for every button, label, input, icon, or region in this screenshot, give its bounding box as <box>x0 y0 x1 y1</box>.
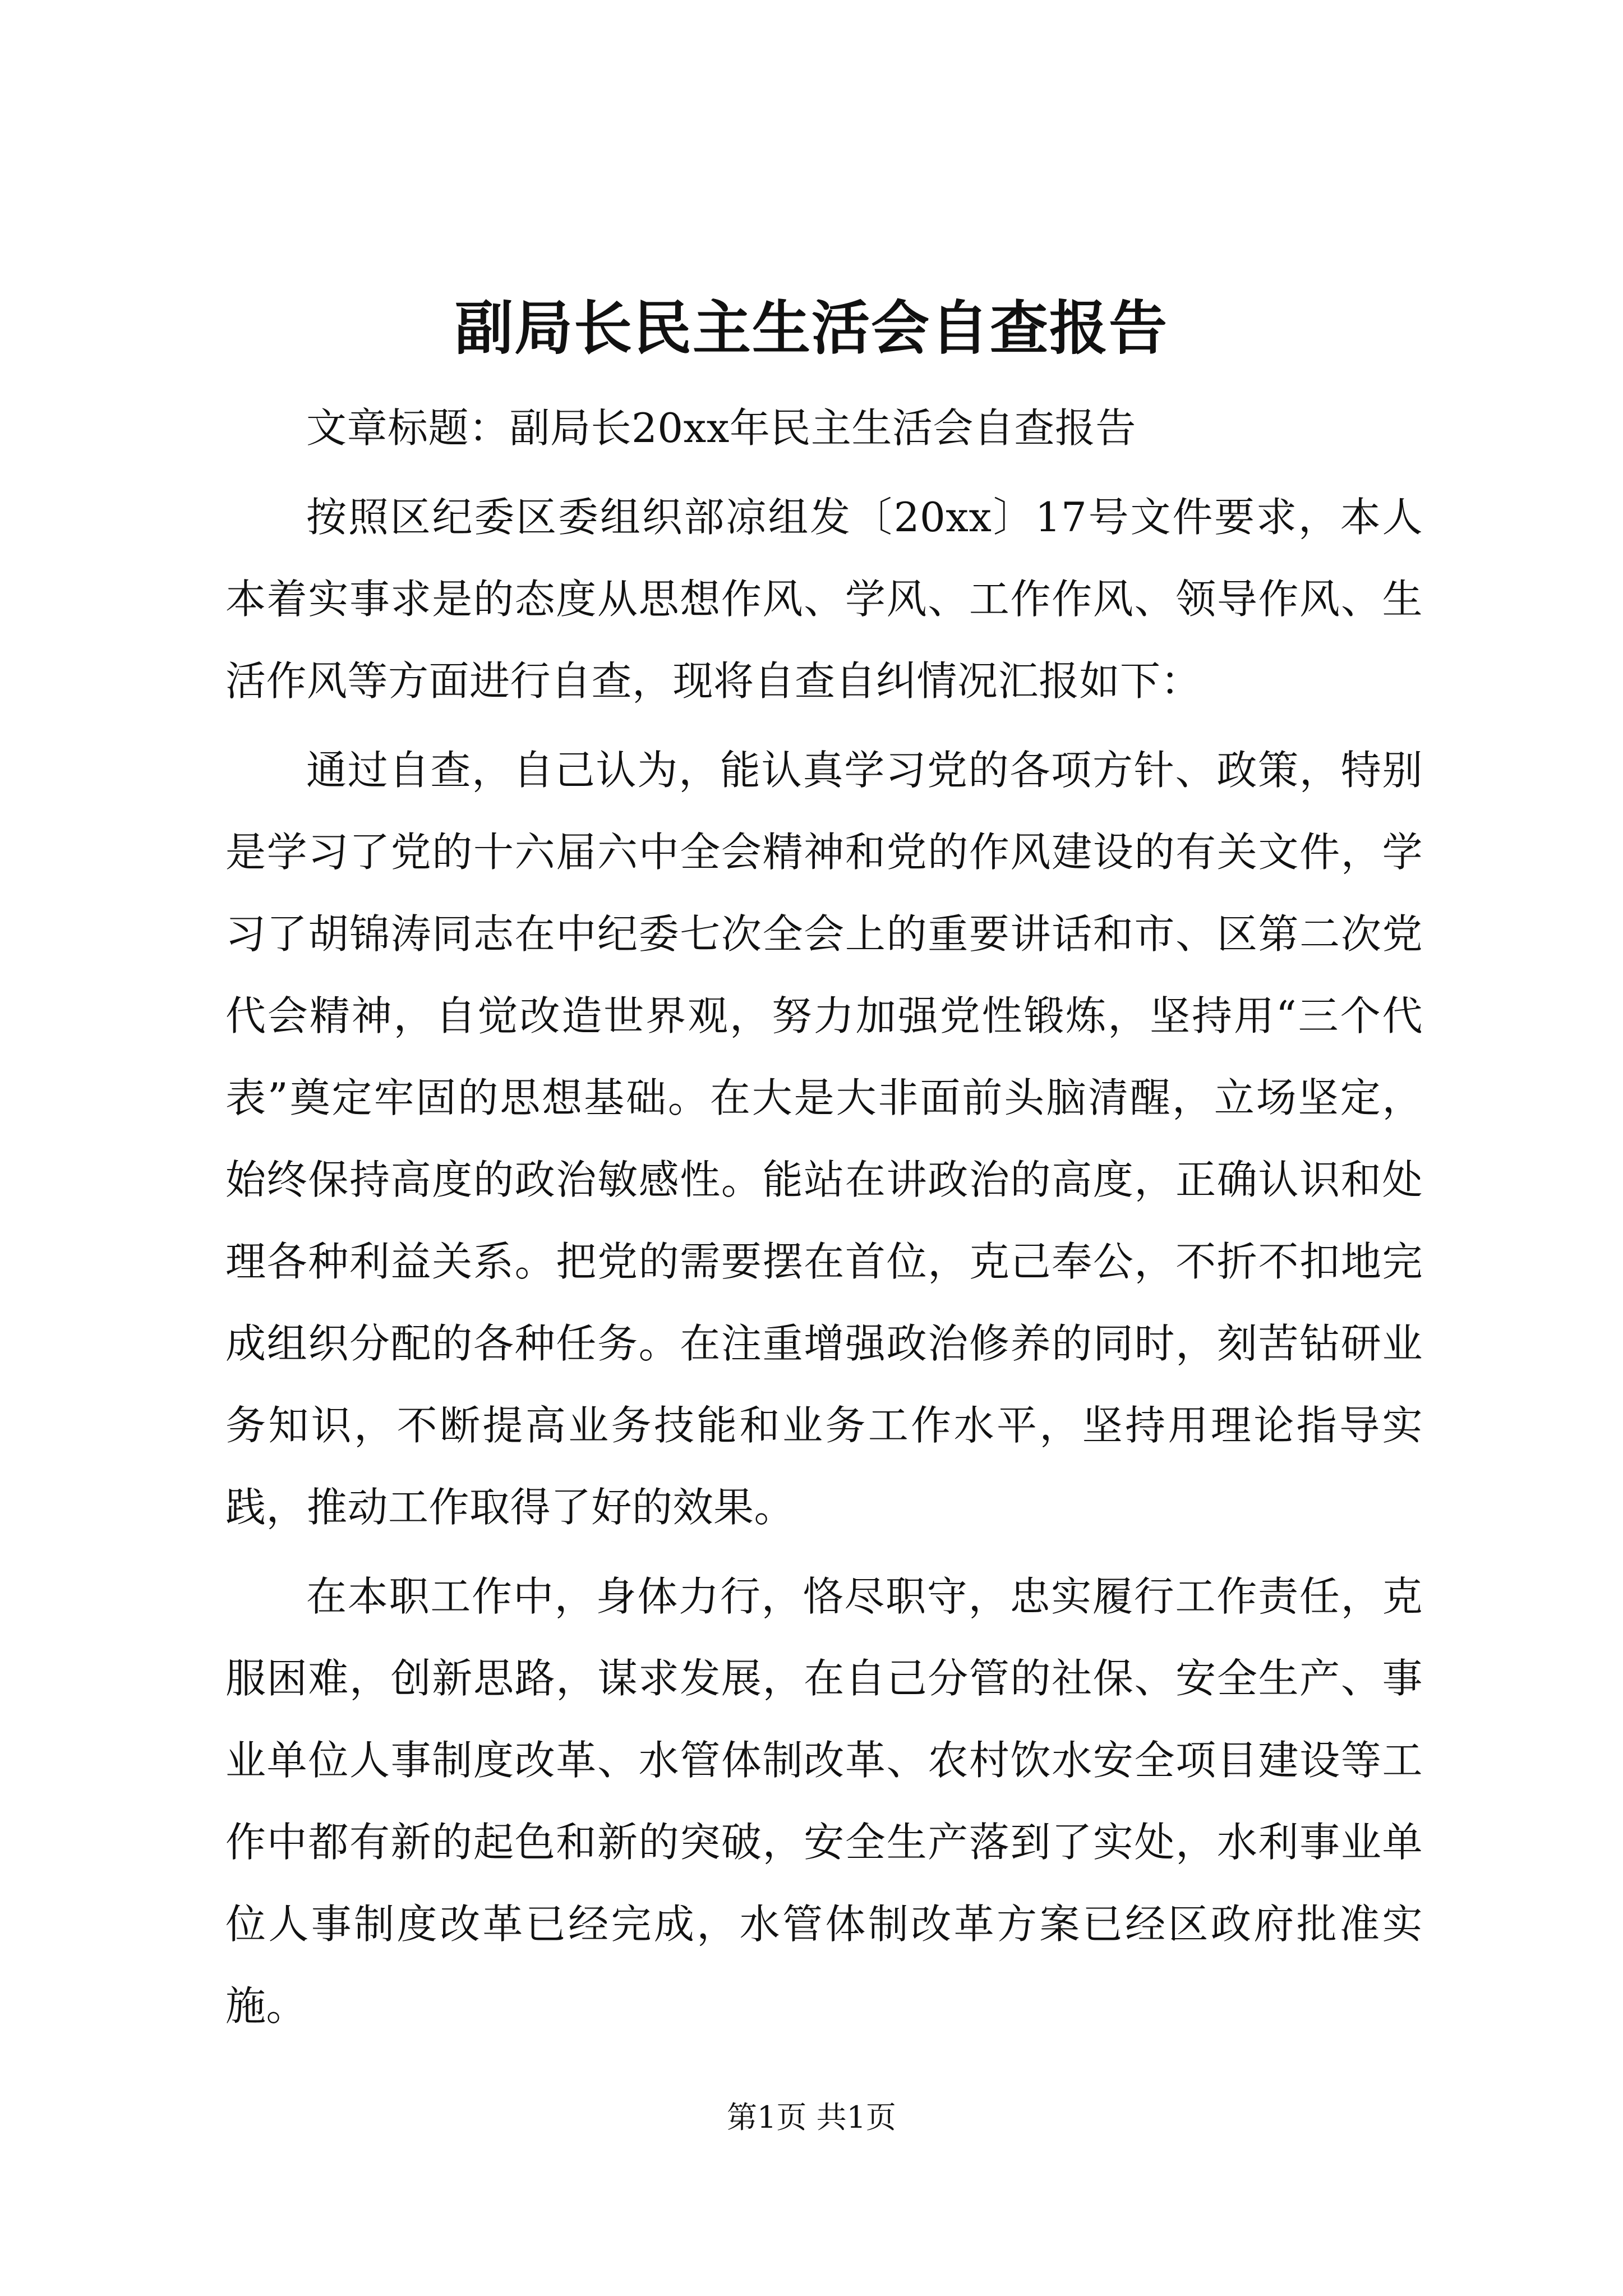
document-body <box>225 387 1423 2047</box>
page-footer: 第1页 共1页 <box>727 2100 896 2135</box>
paragraph-self-check: 通过自查，自己认为，能认真学习党的各项方针、政策，特别是学习了党的十六届六中全会精神和党的作风建设的有关文件，学习了胡锦涛同志在中纪委七次全会上的重要讲话和市、区第二次党代会精神，自觉改造世界观，努力加强党性锻炼，坚持用“三个代表”奠定牢固的思想基础。在大是大非面前头脑清醒，立场坚定，始终保持高度的政治敏感性。能站在讲政治的高度，正确认识和处理各种利益关系。把党的需要摆在首位，克己奉公，不折不扣地完成组织分配的各种任务。在注重增强政治修养的同时，刻苦钻研业务知识，不断提高业务技能和业务工作水平，坚持用理论指导实践，推动工作取得了好的效果。 <box>225 747 1423 1531</box>
paragraph-work: 在本职工作中，身体力行，恪尽职守，忠实履行工作责任，克服困难，创新思路，谋求发展，在自己分管的社保、安全生产、事业单位人事制度改革、水管体制改革、农村饮水安全项目建设等工作中都有新的起色和新的突破，安全生产落到了实处，水利事业单位人事制度改革已经完成，水管体制改革方案已经区政府批准实施。 <box>225 1573 1423 2030</box>
article-title-line: 文章标题：副局长20xx年民主生活会自查报告 <box>306 404 1136 452</box>
paragraph-intro: 按照区纪委区委组织部凉组发〔20xx〕17号文件要求，本人本着实事求是的态度从思想作风、学风、工作作风、领导作风、生活作风等方面进行自查，现将自查自纠情况汇报如下： <box>225 494 1423 705</box>
document-title: 副局长民主生活会自查报告 <box>454 293 1168 362</box>
